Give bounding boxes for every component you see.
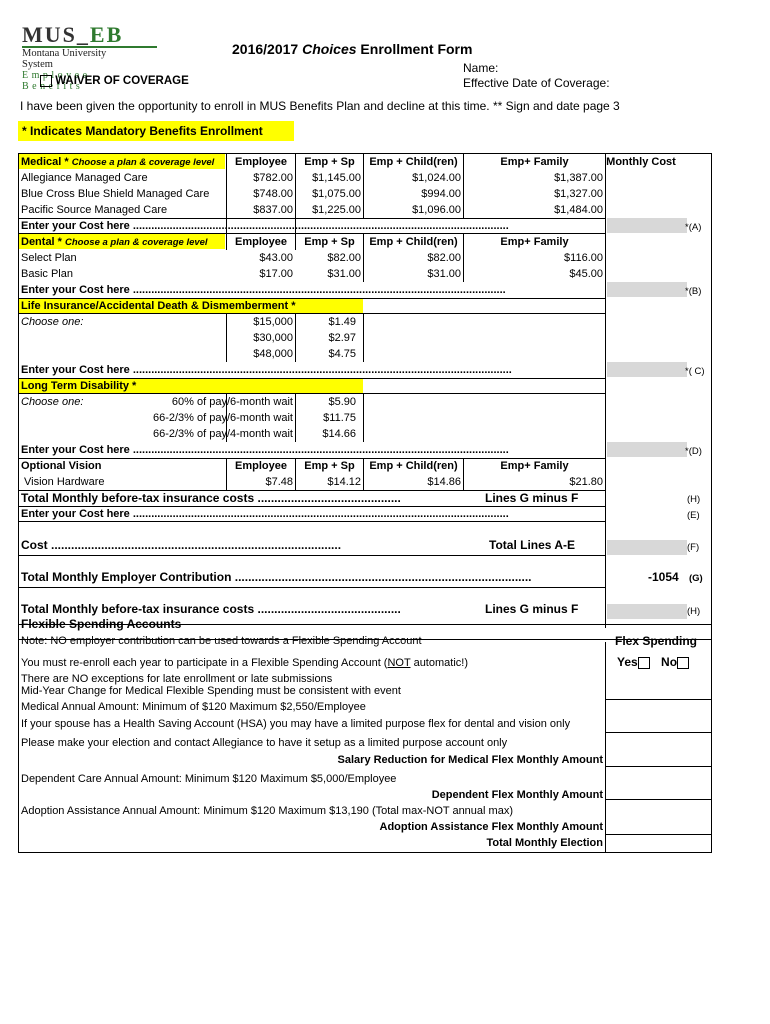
- medical-plan-2: Blue Cross Blue Shield Managed Care: [21, 188, 210, 200]
- mus-eb-logo: MUS_EB Montana University System Employee Benefits: [22, 22, 132, 92]
- dental-2-family: $45.00: [569, 268, 603, 280]
- vision-child: $14.86: [427, 476, 461, 488]
- tag-e: (E): [687, 510, 700, 521]
- medical-2-sp: $1,075.00: [312, 188, 361, 200]
- dental-plan-2: Basic Plan: [21, 268, 73, 280]
- fsa-dependent-amount: Dependent Care Annual Amount: Minimum $120 Maximum $5,000/Employee: [21, 773, 397, 785]
- col-header-emp-family: Emp+ Family: [500, 156, 569, 168]
- dependent-flex-label: Dependent Flex Monthly Amount: [431, 789, 603, 801]
- cost-label: Cost .......................................................................................: [21, 538, 342, 552]
- medical-enter-cost: Enter your Cost here ...........................................................................................................................: [21, 220, 509, 232]
- vision-col-employee: Employee: [235, 460, 287, 472]
- life-2-amount: $30,000: [253, 332, 293, 344]
- adoption-flex-label: Adoption Assistance Flex Monthly Amount: [379, 821, 603, 833]
- life-3-amount: $48,000: [253, 348, 293, 360]
- dental-2-emp: $17.00: [259, 268, 293, 280]
- flex-yes-checkbox[interactable]: [638, 657, 650, 669]
- fsa-reenroll-post: automatic!): [410, 657, 468, 669]
- tag-h-2: (H): [687, 606, 701, 617]
- medical-2-emp: $748.00: [253, 188, 293, 200]
- fsa-heading: Flexible Spending Accounts: [21, 617, 182, 631]
- dental-tag: *(B): [685, 286, 702, 297]
- ltd-heading: Long Term Disability *: [21, 380, 137, 392]
- total-before-tax-1: Total Monthly before-tax insurance costs ...........................................: [21, 491, 401, 505]
- ltd-1-option: 60% of pay/6-month wait: [171, 396, 293, 408]
- logo-subtitle: Montana University System: [22, 48, 107, 70]
- fsa-hsa: If your spouse has a Health Saving Account (HSA) you may have a limited purpose flex for dental and vision only: [21, 718, 571, 730]
- medical-3-child: $1,096.00: [412, 204, 461, 216]
- dental-2-sp: $31.00: [327, 268, 361, 280]
- col-header-monthly-cost: Monthly Cost: [606, 156, 676, 168]
- medical-1-child: $1,024.00: [412, 172, 461, 184]
- dental-plan-1: Select Plan: [21, 252, 77, 264]
- ltd-choose: Choose one:: [21, 396, 84, 408]
- flex-no-checkbox[interactable]: [677, 657, 689, 669]
- life-choose: Choose one:: [21, 316, 84, 328]
- form-title: [232, 41, 472, 57]
- name-label: Name:: [463, 61, 499, 75]
- lines-g-minus-f-1: Lines G minus F: [485, 491, 579, 505]
- dental-1-sp: $82.00: [327, 252, 361, 264]
- employer-contribution-value: -1054: [648, 570, 679, 584]
- dental-heading: [21, 235, 208, 250]
- enter-cost-e: Enter your Cost here ...........................................................................................................................: [21, 508, 509, 520]
- medical-heading: [21, 155, 214, 170]
- ltd-2-option: 66-2/3% of pay/6-month wait: [152, 412, 293, 424]
- medical-2-child: $994.00: [421, 188, 461, 200]
- title-choices: Choices: [302, 41, 357, 57]
- logo-eb: EB: [89, 22, 124, 47]
- life-2-cost: $2.97: [328, 332, 356, 344]
- waiver-row: [40, 75, 189, 87]
- vision-plan: Vision Hardware: [24, 476, 105, 488]
- medical-3-family: $1,484.00: [554, 204, 603, 216]
- medical-3-emp: $837.00: [253, 204, 293, 216]
- total-monthly-election: Total Monthly Election: [486, 837, 603, 849]
- logo-employee-benefits: Employee Benefits: [22, 70, 91, 92]
- fsa-contact: Please make your election and contact Allegiance to have it setup as a limited purpose account only: [21, 737, 508, 749]
- ltd-3-option: 66-2/3% of pay/4-month wait: [152, 428, 293, 440]
- fsa-no-exceptions: There are NO exceptions for late enrollment or late submissions: [21, 673, 333, 685]
- vision-col-emp-sp: Emp + Sp: [304, 460, 355, 472]
- dental-heading-sub: Choose a plan & coverage level: [65, 237, 208, 248]
- life-tag: *( C): [685, 366, 705, 377]
- vision-sp: $14.12: [327, 476, 361, 488]
- total-lines-a-e: Total Lines A-E: [489, 538, 576, 552]
- title-year: 2016/2017: [232, 41, 303, 57]
- medical-heading-sub: Choose a plan & coverage level: [71, 157, 215, 168]
- medical-3-sp: $1,225.00: [312, 204, 361, 216]
- col-header-employee: Employee: [235, 156, 287, 168]
- dental-col-emp-family: Emp+ Family: [500, 236, 569, 248]
- dental-1-child: $82.00: [427, 252, 461, 264]
- waiver-checkbox[interactable]: [40, 75, 52, 87]
- dental-2-child: $31.00: [427, 268, 461, 280]
- life-1-cost: $1.49: [328, 316, 356, 328]
- medical-1-sp: $1,145.00: [312, 172, 361, 184]
- life-heading: Life Insurance/Accidental Death & Dismemberment *: [21, 300, 296, 312]
- flex-no-label: No: [661, 655, 678, 669]
- life-enter-cost: Enter your Cost here ............................................................................................................................: [21, 364, 512, 376]
- dental-heading-label: Dental *: [21, 236, 66, 248]
- fsa-reenroll-pre: You must re-enroll each year to participate in a Flexible Spending Account (: [21, 657, 388, 669]
- waiver-statement: I have been given the opportunity to enroll in MUS Benefits Plan and decline at this time. ** Sign and date page 3: [20, 99, 620, 113]
- logo-mus: MUS: [22, 22, 77, 47]
- flex-spending-label: Flex Spending: [615, 634, 698, 648]
- dental-1-emp: $43.00: [259, 252, 293, 264]
- flex-yes-label: Yes: [617, 655, 638, 669]
- mandatory-note: * Indicates Mandatory Benefits Enrollment: [18, 121, 294, 141]
- vision-col-emp-family: Emp+ Family: [500, 460, 569, 472]
- ltd-1-cost: $5.90: [328, 396, 356, 408]
- dental-col-employee: Employee: [235, 236, 287, 248]
- vision-emp: $7.48: [265, 476, 293, 488]
- waiver-label: WAIVER OF COVERAGE: [55, 75, 189, 88]
- salary-reduction-label: Salary Reduction for Medical Flex Monthly Amount: [337, 754, 603, 766]
- employer-contribution: Total Monthly Employer Contribution .........................................................................................: [21, 570, 532, 584]
- total-before-tax-2: Total Monthly before-tax insurance costs ...........................................: [21, 602, 401, 616]
- lines-g-minus-f-2: Lines G minus F: [485, 602, 579, 616]
- tag-g: (G): [689, 573, 703, 584]
- effective-date-label: Effective Date of Coverage:: [463, 76, 610, 90]
- vision-heading: Optional Vision: [21, 460, 102, 472]
- enrollment-form-table: [18, 153, 712, 853]
- medical-2-family: $1,327.00: [554, 188, 603, 200]
- dental-col-emp-child: Emp + Child(ren): [369, 236, 458, 248]
- tag-h-1: (H): [687, 494, 701, 505]
- medical-heading-label: Medical *: [21, 156, 72, 168]
- dental-col-emp-sp: Emp + Sp: [304, 236, 355, 248]
- medical-1-emp: $782.00: [253, 172, 293, 184]
- medical-plan-3: Pacific Source Managed Care: [21, 204, 168, 216]
- dental-enter-cost: Enter your Cost here ..........................................................................................................................: [21, 284, 506, 296]
- life-3-cost: $4.75: [328, 348, 356, 360]
- title-rest: Enrollment Form: [356, 41, 473, 57]
- col-header-emp-sp: Emp + Sp: [304, 156, 355, 168]
- medical-plan-1: Allegiance Managed Care: [21, 172, 148, 184]
- dental-1-family: $116.00: [564, 252, 603, 264]
- ltd-tag: *(D): [685, 446, 702, 457]
- vision-col-emp-child: Emp + Child(ren): [369, 460, 458, 472]
- flex-yes-no: [617, 655, 689, 669]
- ltd-enter-cost: Enter your Cost here ...........................................................................................................................: [21, 444, 509, 456]
- col-header-emp-child: Emp + Child(ren): [369, 156, 458, 168]
- life-1-amount: $15,000: [253, 316, 293, 328]
- medical-1-family: $1,387.00: [554, 172, 603, 184]
- tag-f: (F): [687, 542, 700, 553]
- fsa-reenroll: [21, 656, 468, 670]
- fsa-adoption-amount: Adoption Assistance Annual Amount: Minimum $120 Maximum $13,190 (Total max-NOT annual max): [21, 805, 513, 817]
- fsa-reenroll-not: NOT: [387, 657, 411, 669]
- fsa-medical-amount: Medical Annual Amount: Minimum of $120 Maximum $2,550/Employee: [21, 701, 366, 713]
- ltd-2-cost: $11.75: [323, 412, 356, 424]
- fsa-midyear: Mid-Year Change for Medical Flexible Spending must be consistent with event: [21, 685, 401, 697]
- fsa-note: Note: NO employer contribution can be used towards a Flexible Spending Account: [21, 635, 422, 647]
- ltd-3-cost: $14.66: [322, 428, 356, 440]
- vision-family: $21.80: [569, 476, 603, 488]
- medical-tag: *(A): [685, 222, 702, 233]
